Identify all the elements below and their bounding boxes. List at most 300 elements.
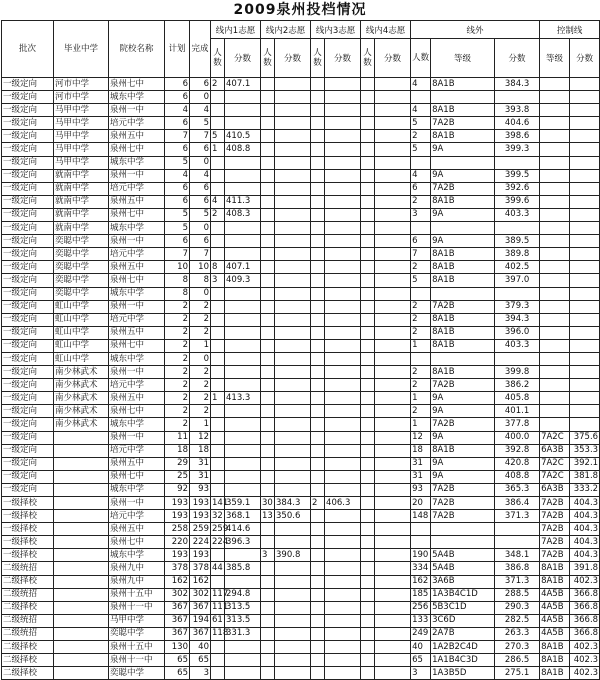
cell-line2-count [261,366,275,379]
cell-outside-count: 1 [411,418,431,431]
cell-control-grade [540,392,570,405]
cell-done: 7 [190,248,211,261]
cell-line1-count: 141 [211,497,225,510]
cell-line1-score [225,444,261,457]
cell-plan: 65 [165,667,190,680]
cell-line1-score [225,667,261,680]
cell-plan: 162 [165,575,190,588]
cell-school [54,667,109,680]
cell-outside-grade: 8A1B [431,248,495,261]
cell-outside-grade: 8A1B [431,339,495,352]
cell-outside-score: 404.6 [495,117,540,130]
cell-line3-count [311,575,325,588]
cell-batch: 二级统招 [2,588,54,601]
cell-control-grade: 7A2C [540,470,570,483]
cell-plan: 378 [165,562,190,575]
cell-line3-score [325,195,361,208]
cell-college: 培元中学 [109,379,165,392]
cell-line2-score [275,483,311,496]
cell-line2-score [275,117,311,130]
cell-plan: 4 [165,104,190,117]
cell-control-score: 392.1 [570,457,600,470]
cell-line3-count [311,588,325,601]
cell-line4-count [361,614,375,627]
cell-line4-score [375,156,411,169]
cell-line3-score [325,549,361,562]
cell-control-score [570,339,600,352]
cell-outside-count: 249 [411,627,431,640]
cell-outside-grade: 8A1B [431,104,495,117]
cell-college: 城东中学 [109,549,165,562]
cell-outside-score [495,536,540,549]
cell-line4-score [375,497,411,510]
table-row [2,300,600,313]
cell-batch: 一级定向 [2,483,54,496]
cell-outside-grade: 8A1B [431,444,495,457]
cell-line3-score: 406.3 [325,497,361,510]
cell-done: 0 [190,352,211,365]
cell-outside-count: 256 [411,601,431,614]
cell-outside-score: 398.6 [495,130,540,143]
cell-college: 泉州十五中 [109,588,165,601]
cell-school: 就南中学 [54,195,109,208]
cell-batch: 一级择校 [2,536,54,549]
cell-line3-score [325,588,361,601]
cell-control-score [570,326,600,339]
cell-done: 10 [190,261,211,274]
cell-control-grade [540,261,570,274]
cell-plan: 2 [165,326,190,339]
cell-plan: 8 [165,274,190,287]
cell-line4-score [375,143,411,156]
cell-line3-score [325,117,361,130]
cell-outside-score: 396.0 [495,326,540,339]
table-row [2,392,600,405]
cell-control-grade [540,352,570,365]
header-line3: 线内3志愿 [311,21,361,39]
cell-control-score [570,78,600,91]
cell-school: 南少林武术 [54,379,109,392]
cell-line4-count [361,523,375,536]
cell-college: 泉州七中 [109,536,165,549]
cell-line1-score: 368.1 [225,510,261,523]
cell-line3-count [311,222,325,235]
cell-control-score: 404.3 [570,536,600,549]
cell-outside-count [411,91,431,104]
cell-line4-score [375,549,411,562]
cell-line3-count [311,562,325,575]
cell-line2-score [275,588,311,601]
cell-college: 城东中学 [109,418,165,431]
cell-line1-score [225,379,261,392]
cell-plan: 2 [165,366,190,379]
cell-school: 虹山中学 [54,339,109,352]
cell-line2-score: 384.3 [275,497,311,510]
cell-college: 培元中学 [109,313,165,326]
cell-outside-count: 40 [411,641,431,654]
cell-line3-count [311,431,325,444]
cell-line3-count [311,248,325,261]
cell-school: 奕聪中学 [54,235,109,248]
cell-line1-count [211,313,225,326]
header-row-top [2,21,600,39]
table-row [2,352,600,365]
cell-outside-grade: 7A2B [431,418,495,431]
cell-line4-count [361,195,375,208]
cell-outside-count: 2 [411,313,431,326]
cell-line2-count [261,222,275,235]
cell-line2-count [261,667,275,680]
cell-line1-count [211,326,225,339]
cell-line3-score [325,601,361,614]
cell-line1-score: 411.3 [225,195,261,208]
cell-line4-count [361,549,375,562]
cell-line2-count [261,641,275,654]
cell-line4-score [375,222,411,235]
cell-line4-score [375,235,411,248]
cell-batch: 一级择校 [2,523,54,536]
cell-line2-score [275,470,311,483]
cell-done: 40 [190,641,211,654]
cell-outside-count [411,352,431,365]
cell-college: 泉州九中 [109,575,165,588]
cell-line4-score [375,641,411,654]
cell-line4-count [361,536,375,549]
cell-school [54,497,109,510]
cell-outside-grade: 9A [431,405,495,418]
cell-college: 城东中学 [109,222,165,235]
cell-batch: 一级定向 [2,222,54,235]
cell-line2-score [275,130,311,143]
cell-line2-count [261,78,275,91]
cell-school [54,575,109,588]
cell-line4-count [361,418,375,431]
cell-line4-count [361,143,375,156]
cell-batch: 一级定向 [2,287,54,300]
cell-control-grade: 6A3B [540,444,570,457]
cell-outside-score [495,523,540,536]
cell-done: 2 [190,379,211,392]
cell-school: 奕聪中学 [54,287,109,300]
table-row [2,379,600,392]
table-row [2,457,600,470]
cell-line1-score [225,117,261,130]
cell-batch: 一级定向 [2,444,54,457]
cell-line4-count [361,392,375,405]
cell-outside-score: 394.3 [495,313,540,326]
cell-outside-grade: 8A1B [431,195,495,208]
cell-line1-count [211,483,225,496]
cell-outside-score: 420.8 [495,457,540,470]
cell-outside-count: 190 [411,549,431,562]
cell-outside-count: 4 [411,104,431,117]
header-line2-score: 分数 [275,39,311,78]
cell-line3-count [311,274,325,287]
cell-line4-count [361,588,375,601]
cell-control-grade: 7A2C [540,457,570,470]
cell-line3-count [311,208,325,221]
cell-line2-count [261,313,275,326]
cell-outside-score: 379.3 [495,300,540,313]
cell-control-score [570,287,600,300]
cell-line2-score [275,287,311,300]
cell-line2-count [261,195,275,208]
cell-line2-count [261,627,275,640]
cell-done: 31 [190,457,211,470]
header-outside: 线外 [411,21,540,39]
cell-line3-score [325,457,361,470]
cell-outside-count [411,536,431,549]
cell-line1-score: 414.6 [225,523,261,536]
header-line1-score: 分数 [225,39,261,78]
cell-batch: 一级定向 [2,169,54,182]
cell-line3-score [325,431,361,444]
cell-line3-count [311,418,325,431]
cell-school: 河市中学 [54,91,109,104]
cell-outside-count: 334 [411,562,431,575]
cell-line2-count [261,261,275,274]
cell-line2-count [261,483,275,496]
cell-line2-score [275,339,311,352]
cell-plan: 2 [165,392,190,405]
cell-done: 6 [190,195,211,208]
cell-plan: 193 [165,510,190,523]
cell-plan: 6 [165,195,190,208]
cell-outside-count [411,523,431,536]
cell-control-score [570,235,600,248]
cell-done: 4 [190,169,211,182]
cell-control-score [570,222,600,235]
cell-outside-count: 1 [411,392,431,405]
cell-control-grade [540,248,570,261]
cell-line4-score [375,366,411,379]
header-control: 控制线 [540,21,600,39]
cell-outside-grade: 9A [431,208,495,221]
cell-control-grade [540,379,570,392]
cell-outside-grade: 8A1B [431,274,495,287]
cell-done: 2 [190,326,211,339]
cell-batch: 一级定向 [2,91,54,104]
cell-done: 6 [190,182,211,195]
cell-line3-score [325,654,361,667]
cell-done: 2 [190,300,211,313]
cell-control-grade [540,169,570,182]
cell-line1-count [211,235,225,248]
cell-line1-score [225,654,261,667]
cell-done: 0 [190,156,211,169]
cell-line3-score [325,326,361,339]
cell-line3-score [325,182,361,195]
cell-batch: 二级择校 [2,641,54,654]
cell-outside-count: 148 [411,510,431,523]
cell-done: 18 [190,444,211,457]
header-line1-count: 人数 [211,39,225,78]
cell-line1-score [225,366,261,379]
cell-outside-score: 371.3 [495,575,540,588]
header-line2-count: 人数 [261,39,275,78]
cell-line2-score [275,248,311,261]
cell-line4-count [361,248,375,261]
cell-line1-count: 1 [211,143,225,156]
cell-control-grade [540,300,570,313]
header-college: 院校名称 [109,21,165,78]
cell-college: 泉州七中 [109,78,165,91]
cell-line2-score [275,300,311,313]
cell-college: 泉州七中 [109,274,165,287]
cell-plan: 2 [165,418,190,431]
cell-line1-score: 359.1 [225,497,261,510]
cell-outside-score: 270.3 [495,641,540,654]
cell-line4-count [361,261,375,274]
cell-line3-count [311,536,325,549]
cell-done: 5 [190,208,211,221]
cell-line4-count [361,169,375,182]
cell-control-score [570,366,600,379]
cell-done: 2 [190,313,211,326]
cell-line2-score [275,104,311,117]
cell-college: 培元中学 [109,510,165,523]
cell-line4-score [375,627,411,640]
cell-done: 302 [190,588,211,601]
table-row [2,274,600,287]
cell-line2-count [261,182,275,195]
table-row [2,261,600,274]
table-row [2,366,600,379]
cell-line3-count [311,156,325,169]
cell-school [54,549,109,562]
cell-outside-count: 5 [411,117,431,130]
cell-outside-grade: 9A [431,143,495,156]
cell-line4-score [375,601,411,614]
cell-outside-count [411,287,431,300]
table-row [2,536,600,549]
cell-outside-count: 6 [411,182,431,195]
cell-line1-count [211,366,225,379]
cell-line1-count: 5 [211,130,225,143]
cell-done: 2 [190,392,211,405]
cell-outside-count: 2 [411,405,431,418]
cell-line1-count [211,169,225,182]
cell-line1-count [211,352,225,365]
cell-line3-count [311,261,325,274]
cell-line3-count [311,339,325,352]
table-row [2,641,600,654]
cell-plan: 130 [165,641,190,654]
cell-outside-grade [431,352,495,365]
cell-school: 马甲中学 [54,117,109,130]
cell-line4-count [361,104,375,117]
table-row [2,104,600,117]
cell-outside-score: 399.8 [495,366,540,379]
cell-line2-score [275,235,311,248]
table-row [2,575,600,588]
cell-line1-count [211,431,225,444]
cell-plan: 8 [165,287,190,300]
cell-line1-score: 409.3 [225,274,261,287]
cell-line2-count [261,91,275,104]
header-line3-score: 分数 [325,39,361,78]
cell-batch: 一级定向 [2,117,54,130]
cell-batch: 一级定向 [2,418,54,431]
cell-control-grade [540,117,570,130]
table-row [2,235,600,248]
cell-line3-score [325,667,361,680]
cell-line3-score [325,169,361,182]
cell-control-grade [540,366,570,379]
cell-outside-score: 399.3 [495,143,540,156]
cell-plan: 367 [165,627,190,640]
cell-line3-score [325,562,361,575]
cell-control-score [570,195,600,208]
cell-line4-count [361,300,375,313]
header-batch: 批次 [2,21,54,78]
cell-line4-count [361,444,375,457]
cell-done: 4 [190,104,211,117]
cell-college: 城东中学 [109,156,165,169]
header-line4-count: 人数 [361,39,375,78]
cell-done: 194 [190,614,211,627]
cell-line3-count [311,483,325,496]
cell-outside-score [495,156,540,169]
cell-done: 367 [190,601,211,614]
cell-batch: 一级定向 [2,326,54,339]
header-line4: 线内4志愿 [361,21,411,39]
cell-plan: 7 [165,248,190,261]
cell-outside-grade: 3A6B [431,575,495,588]
cell-done: 2 [190,405,211,418]
table-row [2,654,600,667]
cell-outside-grade: 3C6D [431,614,495,627]
cell-line4-count [361,222,375,235]
cell-outside-count: 6 [411,235,431,248]
cell-line2-count [261,470,275,483]
cell-plan: 29 [165,457,190,470]
cell-plan: 6 [165,91,190,104]
cell-outside-score: 288.5 [495,588,540,601]
cell-line2-score [275,418,311,431]
cell-line3-count [311,627,325,640]
cell-outside-count: 31 [411,457,431,470]
cell-batch: 一级定向 [2,300,54,313]
cell-control-grade [540,104,570,117]
cell-done: 65 [190,654,211,667]
cell-line2-count [261,588,275,601]
cell-line4-score [375,91,411,104]
cell-done: 193 [190,497,211,510]
cell-done: 6 [190,143,211,156]
cell-control-grade: 6A3B [540,483,570,496]
cell-outside-count: 133 [411,614,431,627]
cell-school: 就南中学 [54,222,109,235]
cell-outside-count [411,156,431,169]
cell-line4-score [375,261,411,274]
cell-plan: 2 [165,352,190,365]
cell-school: 马甲中学 [54,143,109,156]
cell-done: 0 [190,222,211,235]
cell-control-grade [540,405,570,418]
cell-outside-grade: 5B3C1D [431,601,495,614]
cell-outside-grade: 1A3B5D [431,667,495,680]
cell-line4-count [361,235,375,248]
cell-line4-score [375,483,411,496]
cell-line4-count [361,182,375,195]
cell-line2-count [261,601,275,614]
table-row [2,339,600,352]
cell-college: 泉州一中 [109,497,165,510]
table-row [2,117,600,130]
cell-school: 就南中学 [54,208,109,221]
cell-control-grade [540,195,570,208]
